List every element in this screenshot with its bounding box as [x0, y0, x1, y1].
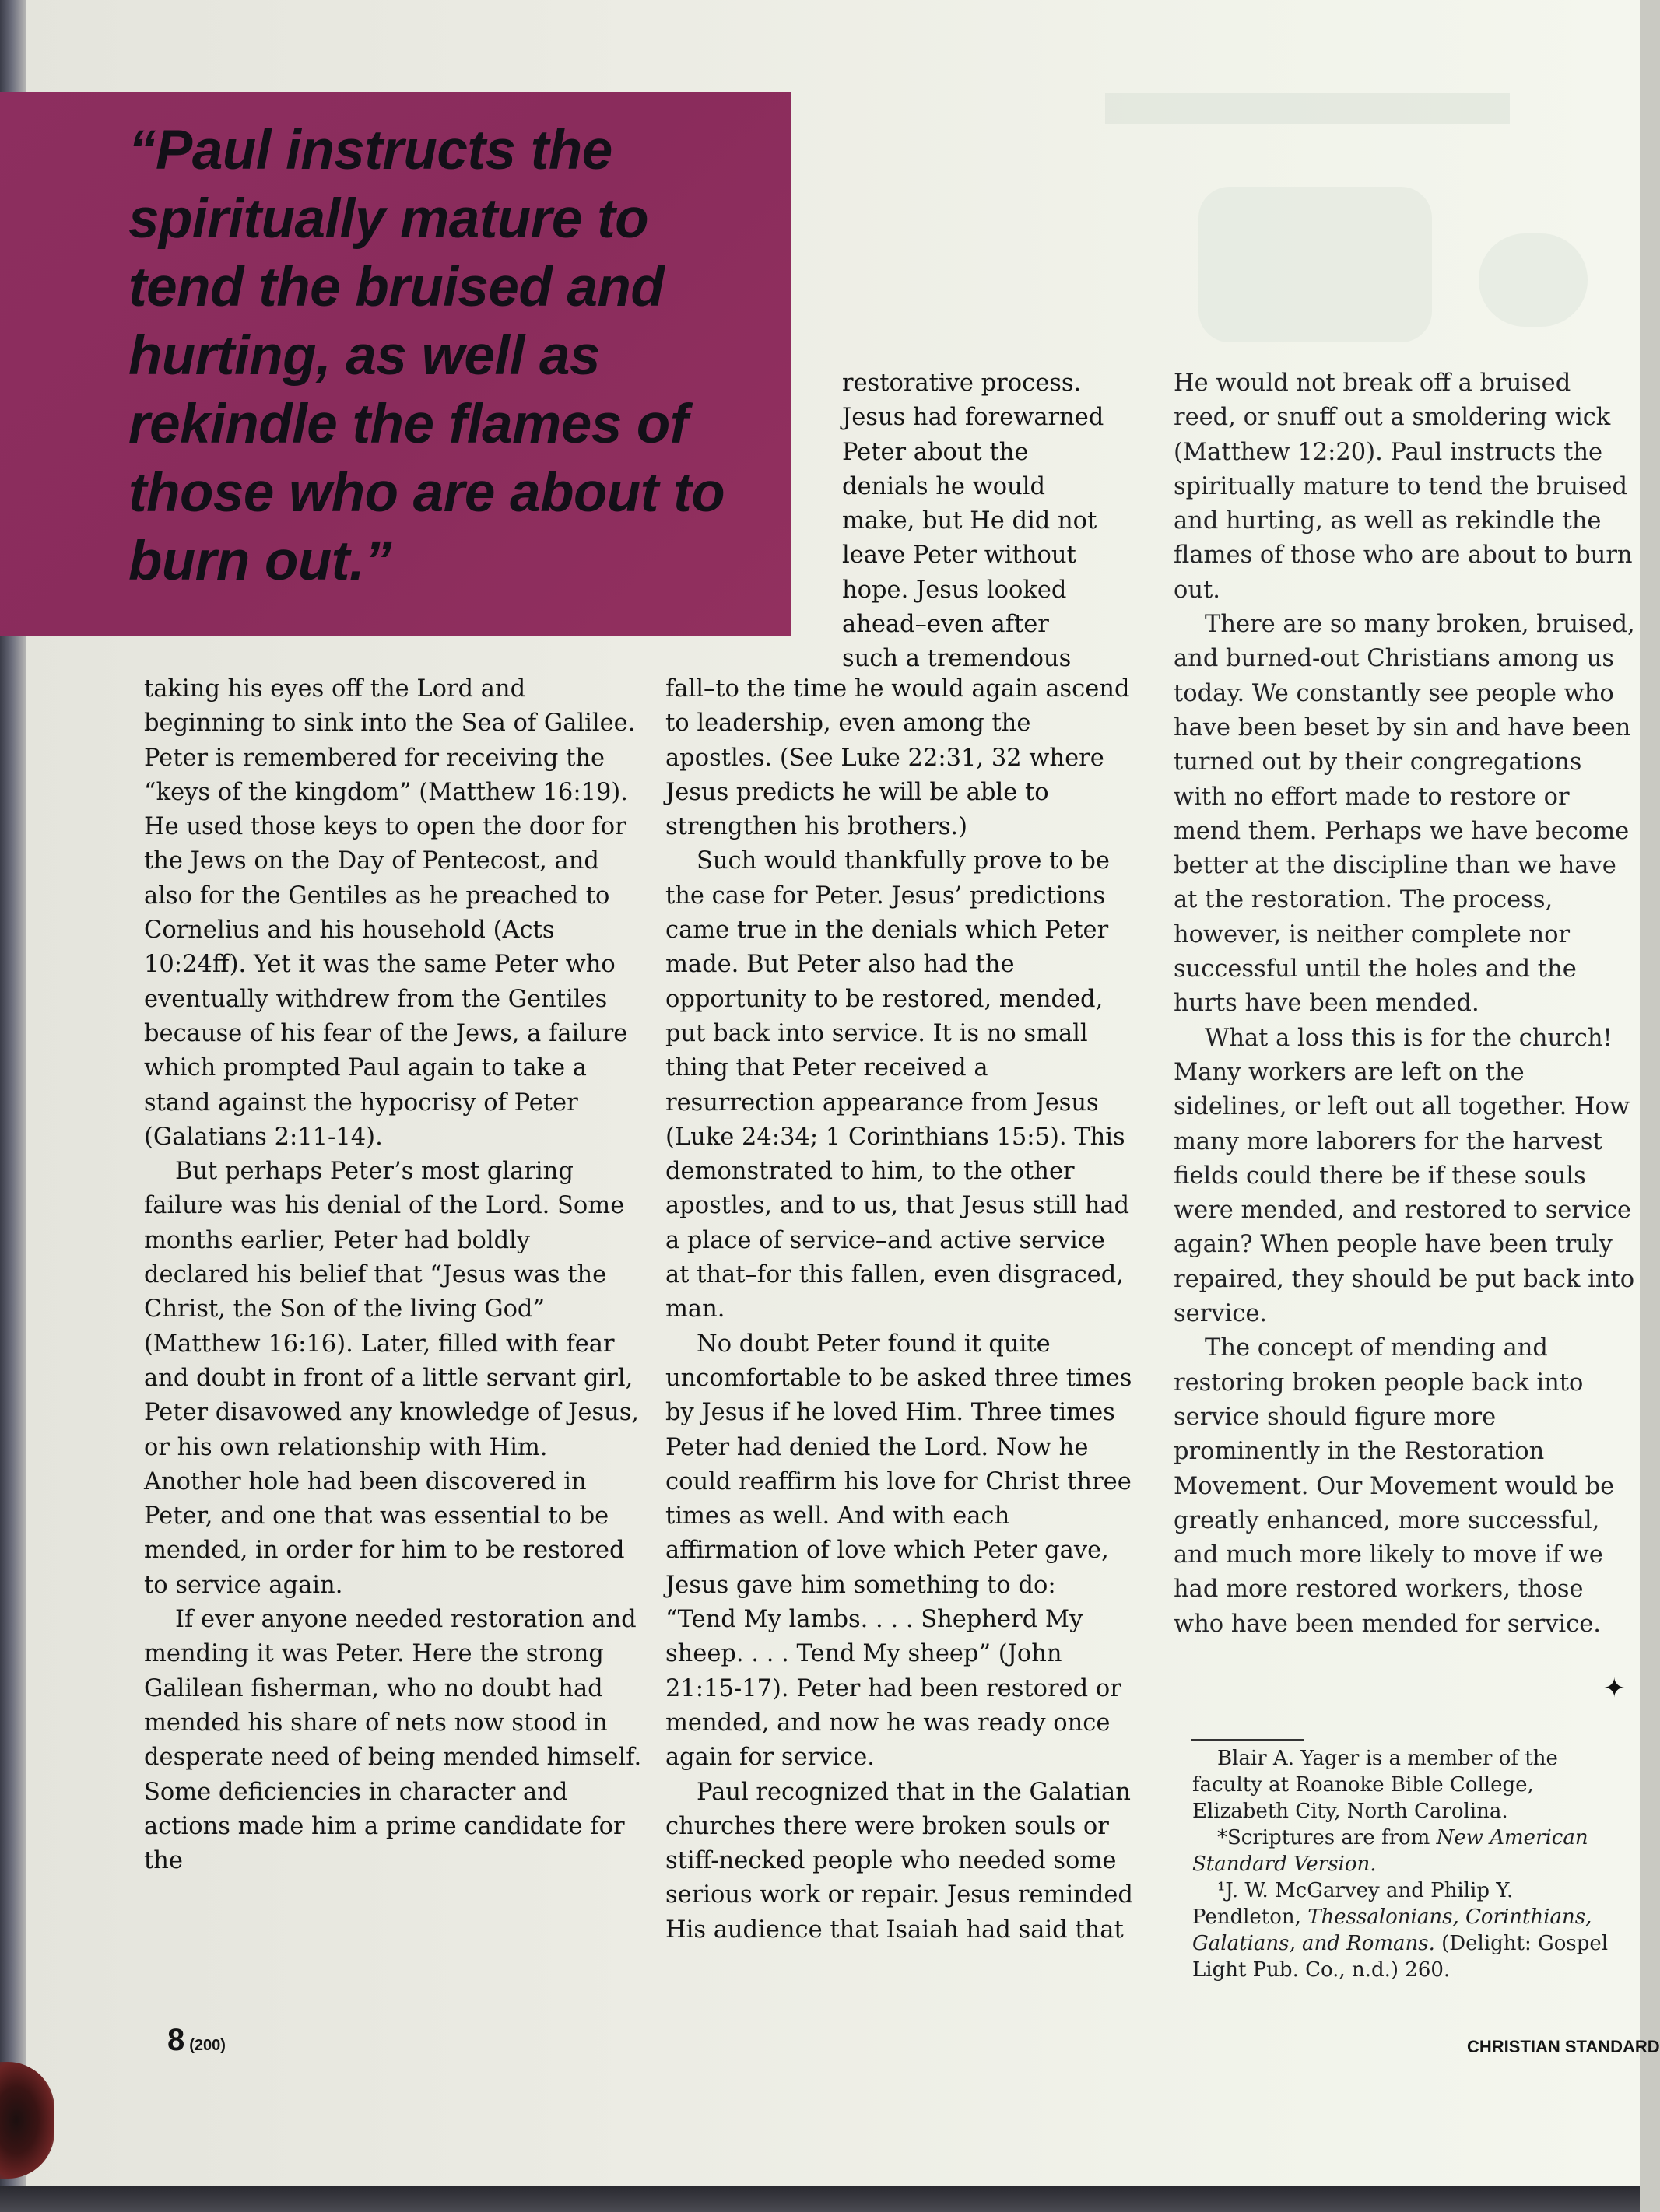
article-column-1	[144, 672, 642, 1878]
paragraph: Such would thankfully prove to be the case for Peter. Jesus’ predictions came true in the denials which Peter made. But Peter also had the opportunity to be restored, mended, put back into service. It is no small thing that Peter received a resurrection appearance from Jesus (Luke 24:34; 1 Corinthians 15:5). This demonstrated to him, to the other apostles, and to us, that Jesus still had a place of service–and active service at that–for this fallen, even disgraced, man.	[665, 847, 1130, 1323]
paragraph: The concept of mending and restoring broken people back into service should figure more prominently in the Restoration Movement. Our Movement would be greatly enhanced, more successful, and much more likely to move if we had more restored workers, those who have been mended for service.	[1174, 1334, 1615, 1638]
scan-bottom-edge	[0, 2186, 1640, 2212]
pull-quote: “Paul instructs the spiritually mature to tend the bruised and hurting, as well as rekindle the flames of those who are about to burn out.”	[128, 120, 725, 592]
bleed-through-shape	[1198, 187, 1432, 342]
paragraph: There are so many broken, bruised, and burned-out Christians among us today. We constantly see people who have been beset by sin and have been turned out by their congregations with no effort made to restore or mend them. Perhaps we have become better at the discipline than we have at the restoration. The process, however, is neither complete nor successful until the holes and the hurts have been mended.	[1174, 611, 1635, 1018]
paragraph: If ever anyone needed restoration and mending it was Peter. Here the strong Galilean fisherman, who no doubt had mended his share of nets now stood in desperate need of being mended himself. Some deficiencies in character and actions made him a prime candidate for the	[144, 1606, 642, 1875]
paragraph: But perhaps Peter’s most glaring failure was his denial of the Lord. Some months earlier, Peter had boldly declared his belief that “Jesus was the Christ, the Son of the living God” (Matthew 16:16). Later, filled with fear and doubt in front of a little servant girl, Peter disavowed any knowledge of Jesus, or his own relationship with Him. Another hole had been discovered in Peter, and one that was essential to be mended, in order for him to be restored to service again.	[144, 1158, 640, 1599]
paragraph: fall–to the time he would again ascend to leadership, even among the apostles. (See Luke 22:31, 32 where Jesus predicts he will be able to strengthen his brothers.)	[665, 675, 1130, 841]
paragraph: What a loss this is for the church! Many workers are left on the sidelines, or left out all together. How many more laborers for the harvest fields could there be if these souls were mended, and restored to service again? When people have been truly repaired, they should be put back into service.	[1174, 1024, 1635, 1328]
paragraph: He would not break off a bruised reed, or snuff out a smoldering wick (Matthew 12:20). Paul instructs the spiritually mature to tend the bruised and hurting, as well as rekindle the flames of those who are about to burn out.	[1174, 370, 1633, 604]
paragraph: taking his eyes off the Lord and beginning to sink into the Sea of Galilee. Peter is remembered for receiving the “keys of the kingdom” (Matthew 16:19). He used those keys to open the door for the Jews on the Day of Pentecost, and also for the Gentiles as he preached to Cornelius and his household (Acts 10:24ff). Yet it was the same Peter who eventually withdrew from the Gentiles because of his fear of the Jews, a failure which prompted Paul again to take a stand against the hypocrisy of Peter (Galatians 2:11-14).	[144, 675, 636, 1151]
footnotes	[1192, 1745, 1628, 1983]
author-bio: Blair A. Yager is a member of the faculty at Roanoke Bible College, Elizabeth City, North Carolina.	[1192, 1747, 1558, 1823]
article-column-2	[665, 672, 1134, 1947]
paragraph: No doubt Peter found it quite uncomfortable to be asked three times by Jesus if he loved Him. Three times Peter had denied the Lord. Now he could reaffirm his love for Christ three times as well. And with each affirmation of love which Peter gave, Jesus gave him something to do: “Tend My lambs. . . . Shepherd My sheep. . . . Tend My sheep” (John 21:15-17). Peter had been restored or mended, and now he was ready once again for service.	[665, 1330, 1132, 1772]
paragraph: restorative process. Jesus had forewarned Peter about the denials he would make, but He did not leave Peter without hope. Jesus looked ahead–even after such a tremendous	[842, 370, 1104, 673]
reference-note: ¹J. W. McGarvey and Philip Y. Pendleton, Thessalonians, Corinthians, Galatians, and Romans. (Delight: Gospel Light Pub. Co., n.d.) 260.	[1192, 1879, 1609, 1982]
end-of-article-icon: ✦	[1603, 1673, 1626, 1704]
footnote-rule	[1191, 1739, 1304, 1741]
page-number: 8 (200)	[167, 2023, 226, 2057]
scripture-note: *Scriptures are from New American Standard Version.	[1192, 1826, 1588, 1876]
article-column-3	[1174, 366, 1637, 1642]
paragraph: Paul recognized that in the Galatian churches there were broken souls or stiff-necked people who needed some serious work or repair. Jesus reminded His audience that Isaiah had said that	[665, 1778, 1133, 1944]
running-footer: CHRISTIAN STANDARD	[1467, 2037, 1660, 2056]
thumb-shadow	[0, 2062, 54, 2179]
article-column-2-top	[842, 366, 1107, 677]
bleed-through-shape	[1105, 93, 1510, 124]
bleed-through-shape	[1479, 233, 1588, 327]
